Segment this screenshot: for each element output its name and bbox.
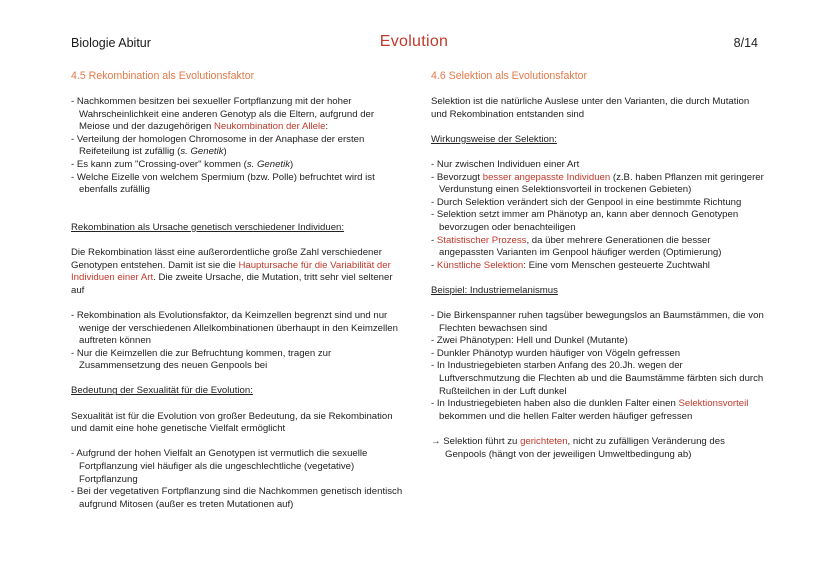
highlight-main-cause: Hauptursache für die Variabilität der Individuen einer Art	[71, 259, 391, 284]
highlight-statistical-process: Statistischer Prozess	[436, 234, 527, 246]
highlight-selection-advantage: Selektionsvorteil	[678, 398, 749, 410]
section-heading-selection: 4.6 Selektion als Evolutionsfaktor	[431, 70, 588, 82]
subheading-industrial-melanism: Beispiel: Industriemelanismus	[431, 284, 558, 296]
bullet-fertilization: - Welche Eizelle von welchem Spermium (bzw. Polle) befruchtet wird ist ebenfalls zufällig	[71, 171, 375, 196]
section-heading-recombination: 4.5 Rekombination als Evolutionsfaktor	[71, 70, 255, 82]
bullet-statistical-process: - Statistischer Prozess, da über mehrere Generationen die besser angepassten Varianten im Genpool häufiger werden (Optimierung)	[431, 234, 722, 259]
bullet-germ-cells-limited: - Rekombination als Evolutionsfaktor, da Keimzellen begrenzt sind und nur wenige der verschiedenen Allelkombinationen überhaupt in den Keimzellen auftreten können	[71, 309, 398, 347]
bullet-within-species: - Nur zwischen Individuen einer Art	[431, 158, 580, 170]
highlight-directed: gerichteten	[520, 436, 568, 448]
bullet-artificial-selection: - Künstliche Selektion: Eine vom Menschen gesteuerte Zuchtwahl	[431, 259, 710, 271]
subheading-selection-mode: Wirkungsweise der Selektion:	[431, 133, 557, 145]
paragraph-recombination: Die Rekombination lässt eine außerordentliche große Zahl verschiedener Genotypen entstehen. Damit ist sie die Hauptursache für die Variabilität der Individuen einer Art. Die zweite Ursache, die Mutation, tritt sehr viel seltener auf	[71, 246, 393, 296]
bullet-crossing-over: - Es kann zum "Crossing-over" kommen (s. Genetik)	[71, 158, 294, 170]
bullet-selection-advantage: - In Industriegebieten haben also die dunklen Falter einen Selektionsvorteil bekommen und die hellen Falter werden häufiger gefressen	[431, 398, 749, 422]
bullet-germ-cells-genpool: - Nur die Keimzellen die zur Befruchtung kommen, tragen zur Zusammensetzung des neuen Genpools bei	[71, 347, 332, 372]
paragraph-sexuality: Sexualität ist für die Evolution von großer Bedeutung, da sie Rekombination und damit eine hohe genetische Vielfalt ermöglicht	[71, 410, 393, 435]
right-column	[431, 70, 766, 461]
conclusion-directed-change: → Selektion führt zu gerichteten, nicht zu zufälligen Veränderung des Genpools (hängt von der jeweiligen Umweltbedingung ab)	[431, 436, 725, 460]
page-number: 8/14	[733, 36, 758, 50]
bullet-dark-eaten: - Dunkler Phänotyp wurden häufiger von Vögeln gefressen	[431, 347, 681, 359]
bullet-peppered-moth: - Die Birkenspanner ruhen tagsüber bewegungslos an Baumstämmen, die von Flechten bewachsen sind	[431, 310, 764, 334]
highlight-new-combination: Neukombination der Allele	[213, 121, 326, 133]
left-column	[71, 70, 405, 511]
subheading-recombination-cause: Rekombination als Ursache genetisch verschiedener Individuen:	[71, 221, 345, 233]
bullet-industrial-areas: - In Industriegebieten starben Anfang des 20.Jh. wegen der Luftverschmutzung die Flechten ab und die Baumstämme färbten sich durch Rußteilchen in der Luft dunkel	[431, 360, 764, 397]
bullet-two-phenotypes: - Zwei Phänotypen: Hell und Dunkel (Mutante)	[431, 335, 628, 347]
page-title: Evolution	[379, 33, 449, 50]
highlight-better-adapted: besser angepasste Individuen	[482, 171, 611, 183]
header-subject: Biologie Abitur	[71, 36, 151, 50]
bullet-sexual-reproduction: - Aufgrund der hohen Vielfalt an Genotypen ist vermutlich die sexuelle Fortpflanzung viel häufiger als die ungeschlechtliche (vegetative) Fortpflanzung	[71, 448, 368, 485]
bullet-chromosome-distribution: - Verteilung der homologen Chromosome in der Anaphase der ersten Reifeteilung ist zufällig (s. Genetik)	[71, 133, 365, 158]
highlight-artificial-selection: Künstliche Selektion	[436, 259, 524, 271]
bullet-better-adapted: - Bevorzugt besser angepasste Individuen (z.B. haben Pflanzen mit geringerer Verdunstung einen Selektionsvorteil in trockenen Gebieten)	[431, 171, 764, 196]
bullet-phenotype: - Selektion setzt immer am Phänotyp an, kann aber dennoch Genotypen bevorzugen oder benachteiligen	[431, 209, 739, 233]
bullet-offspring: - Nachkommen besitzen bei sexueller Fortpflanzung mit der hoher Wahrscheinlichkeit eine anderen Genotyp als die Eltern, aufgrund der Meiose und der dazugehörigen Neukombination der Allele:	[71, 96, 375, 133]
bullet-genpool-direction: - Durch Selektion verändert sich der Genpool in eine bestimmte Richtung	[431, 196, 742, 208]
bullet-vegetative-reproduction: - Bei der vegetativen Fortpflanzung sind die Nachkommen genetisch identisch aufgrund Mitosen (außer es treten Mutationen auf)	[71, 486, 403, 510]
paragraph-selection: Selektion ist die natürliche Auslese unter den Varianten, die durch Mutation und Rekombination entstanden sind	[431, 96, 750, 120]
subheading-sexuality: Bedeutung der Sexualität für die Evolution:	[71, 385, 253, 397]
